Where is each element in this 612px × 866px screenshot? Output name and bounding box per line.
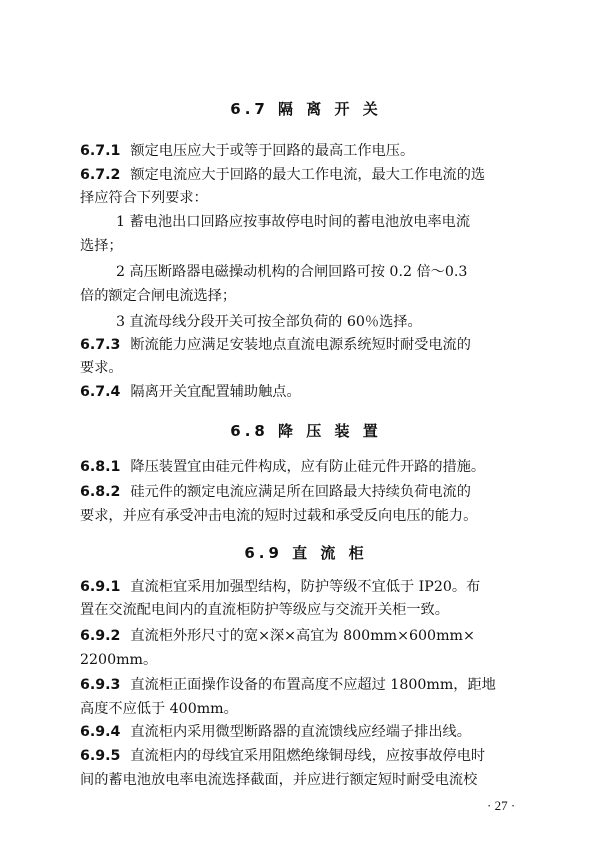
- clause-number: 6.9.1: [80, 579, 121, 595]
- clause-6-9-5: [80, 746, 540, 766]
- clause-continuation: 要求，并应有承受冲击电流的短时过载和承受反向电压的能力。: [80, 508, 478, 524]
- clause-text: 隔离开关宜配置辅助触点。: [130, 384, 301, 400]
- clause-6-7-1: [80, 141, 540, 161]
- list-item-2: 2 高压断路器电磁操动机构的合闸回路可按 0.2 倍～0.3: [116, 264, 468, 280]
- clause-number: 6.7.2: [80, 167, 121, 183]
- list-item-3: 3 直流母线分段开关可按全部负荷的 60％选择。: [116, 314, 422, 330]
- clause-continuation: 间的蓄电池放电率电流选择截面，并应进行额定短时耐受电流校: [80, 772, 478, 788]
- list-item-1: 1 蓄电池出口回路应按事故停电时间的蓄电池放电率电流: [116, 214, 471, 230]
- clause-6-7-2: [80, 165, 540, 185]
- clause-continuation: 要求。: [80, 360, 123, 376]
- clause-number: 6.9.5: [80, 748, 121, 764]
- clause-text: 直流柜正面操作设备的布置高度不应超过 1800mm，距地: [130, 677, 496, 693]
- clause-text: 断流能力应满足安装地点直流电源系统短时耐受电流的: [130, 337, 471, 353]
- clause-number: 6.9.3: [80, 677, 121, 693]
- clause-6-7-3: [80, 335, 540, 355]
- section-heading-6-7: 6.7 隔 离 开 关: [230, 100, 382, 118]
- clause-6-9-4: [80, 722, 540, 742]
- clause-continuation: 高度不应低于 400mm。: [80, 701, 238, 717]
- clause-text: 直流柜外形尺寸的宽×深×高宜为 800mm×600mm×: [130, 628, 475, 644]
- clause-6-9-1: [80, 577, 540, 597]
- clause-6-9-2: [80, 626, 540, 646]
- clause-continuation: 置在交流配电间内的直流柜防护等级应与交流开关柜一致。: [80, 602, 449, 618]
- clause-continuation: 倍的额定合闸电流选择；: [80, 288, 237, 304]
- page-number: · 27 ·: [487, 798, 516, 813]
- section-heading-6-8: 6.8 降 压 装 置: [230, 422, 382, 440]
- clause-number: 6.8.2: [80, 484, 121, 500]
- clause-6-7-4: [80, 382, 540, 402]
- clause-text: 直流柜内采用微型断路器的直流馈线应经端子排出线。: [130, 724, 471, 740]
- clause-text: 硅元件的额定电流应满足所在回路最大持续负荷电流的: [130, 484, 471, 500]
- clause-continuation: 择应符合下列要求：: [80, 190, 208, 206]
- clause-continuation: 2200mm。: [80, 652, 158, 668]
- clause-6-9-3: [80, 675, 540, 695]
- clause-number: 6.7.4: [80, 384, 121, 400]
- clause-number: 6.9.2: [80, 628, 121, 644]
- clause-number: 6.9.4: [80, 724, 121, 740]
- clause-6-8-1: [80, 457, 540, 477]
- clause-text: 额定电压应大于或等于回路的最高工作电压。: [130, 143, 415, 159]
- clause-continuation: 选择；: [80, 238, 123, 254]
- clause-number: 6.7.1: [80, 143, 121, 159]
- section-heading-6-9: 6.9 直 流 柜: [244, 544, 368, 562]
- clause-text: 额定电流应大于回路的最大工作电流，最大工作电流的选: [130, 167, 486, 183]
- clause-text: 降压装置宜由硅元件构成，应有防止硅元件开路的措施。: [130, 459, 486, 475]
- clause-number: 6.8.1: [80, 459, 121, 475]
- clause-text: 直流柜内的母线宜采用阻燃绝缘铜母线，应按事故停电时: [130, 748, 486, 764]
- clause-text: 直流柜宜采用加强型结构，防护等级不宜低于 IP20。布: [130, 579, 481, 595]
- clause-number: 6.7.3: [80, 337, 121, 353]
- clause-6-8-2: [80, 482, 540, 502]
